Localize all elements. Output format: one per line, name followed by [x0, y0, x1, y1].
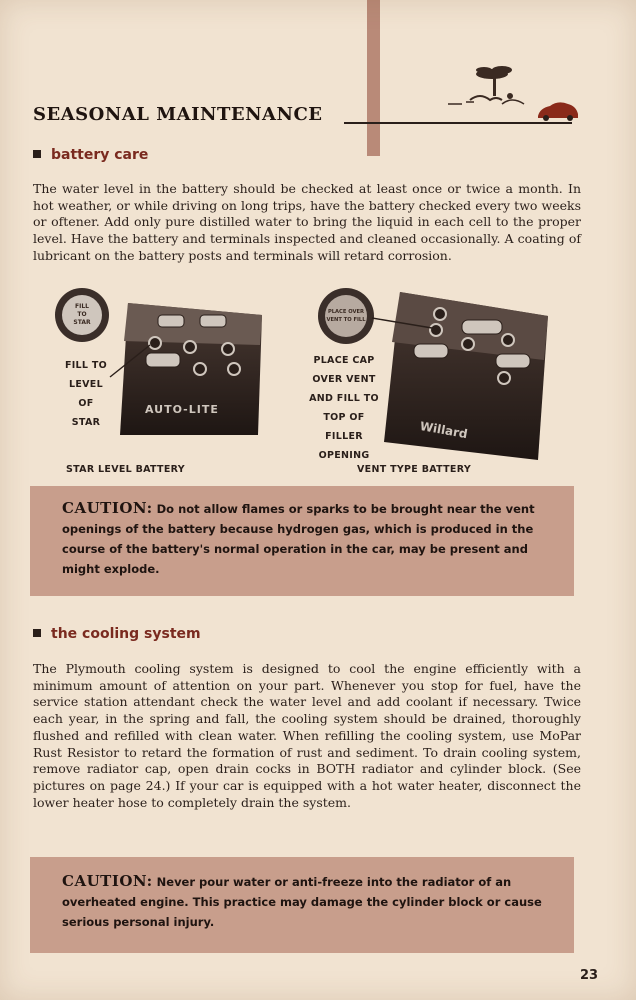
- battery-caution-box: [30, 486, 574, 596]
- section-bullet: [33, 150, 41, 158]
- cooling-system-heading: [33, 626, 201, 642]
- cooling-system-paragraph: The Plymouth cooling system is designed to cool the engine efficiently with a minimum amount of attention on your part. Whenever you stop for fuel, have the service station attendant check the water level and add coolant if necessary. Twice each year, in the spring and fall, the cooling system should be drained, thoroughly flushed and refilled with clean water. When refilling the cooling system, use MoPar Rust Resistor to retard the formation of rust and sediment. To drain cooling system, remove radiator cap, open drain cocks in BOTH radiator and cylinder block. (See pictures on page 24.) If your car is equipped with a hot water heater, disconnect the lower heater hose to completely drain the system.: [33, 661, 581, 810]
- star-callout-line-3: STAR: [71, 417, 101, 428]
- svg-text:VENT TO FILL: VENT TO FILL: [326, 317, 366, 323]
- vent-type-battery-caption: VENT TYPE BATTERY: [357, 464, 471, 475]
- page-number: 23: [580, 968, 599, 983]
- vent-callout-line-1: PLACE CAP: [313, 355, 375, 366]
- star-callout-line-1: FILL TO: [64, 360, 108, 371]
- brand-label-willard: Willard: [418, 419, 469, 442]
- decorative-vertical-bar: [367, 0, 380, 156]
- svg-text:FILL: FILL: [75, 303, 89, 310]
- vent-callout-line-5: FILLER OPENING: [318, 431, 370, 461]
- vent-callout-line-4: TOP OF: [323, 412, 365, 423]
- svg-text:TO: TO: [77, 311, 87, 318]
- star-level-battery-caption: STAR LEVEL BATTERY: [66, 464, 185, 475]
- cooling-system-heading-text: the cooling system: [51, 626, 201, 642]
- star-callout: [63, 356, 109, 432]
- svg-text:STAR: STAR: [73, 319, 91, 326]
- brand-label-autolite: AUTO-LITE: [145, 403, 219, 416]
- cooling-caution-lead: CAUTION:: [62, 872, 153, 890]
- section-bullet: [33, 629, 41, 637]
- battery-care-paragraph: The water level in the battery should be checked at least once or twice a month. In hot weather, or while driving on long trips, have the battery checked every two weeks or oftener. Add only pure distilled water to bring the liquid in each cell to the proper level. Have the battery and terminals inspected and cleaned occasionally. A coating of lubricant on the battery posts and terminals will retard corrosion.: [33, 181, 581, 263]
- cooling-caution-box: [30, 857, 574, 953]
- landscape-car-illustration: [440, 60, 580, 126]
- battery-caution-lead: CAUTION:: [62, 499, 153, 517]
- vent-callout-line-3: AND FILL TO: [309, 393, 379, 404]
- star-callout-line-2: LEVEL OF: [69, 379, 103, 409]
- page-title: SEASONAL MAINTENANCE: [33, 104, 323, 125]
- battery-caution-text: Do not allow flames or sparks to be brought near the vent openings of the battery because hydrogen gas, which is produced in the course of the battery's normal operation in the car, may be present and might explode.: [62, 502, 535, 576]
- battery-care-heading-text: battery care: [51, 147, 149, 163]
- svg-text:PLACE OVER: PLACE OVER: [327, 309, 365, 315]
- car-silhouette: [538, 102, 578, 121]
- vent-callout: [298, 351, 390, 465]
- vent-callout-line-2: OVER VENT: [312, 374, 376, 385]
- battery-care-heading: [33, 147, 148, 163]
- cooling-caution-text: Never pour water or anti-freeze into the radiator of an overheated engine. This practice may damage the cylinder block or cause serious personal injury.: [62, 875, 542, 929]
